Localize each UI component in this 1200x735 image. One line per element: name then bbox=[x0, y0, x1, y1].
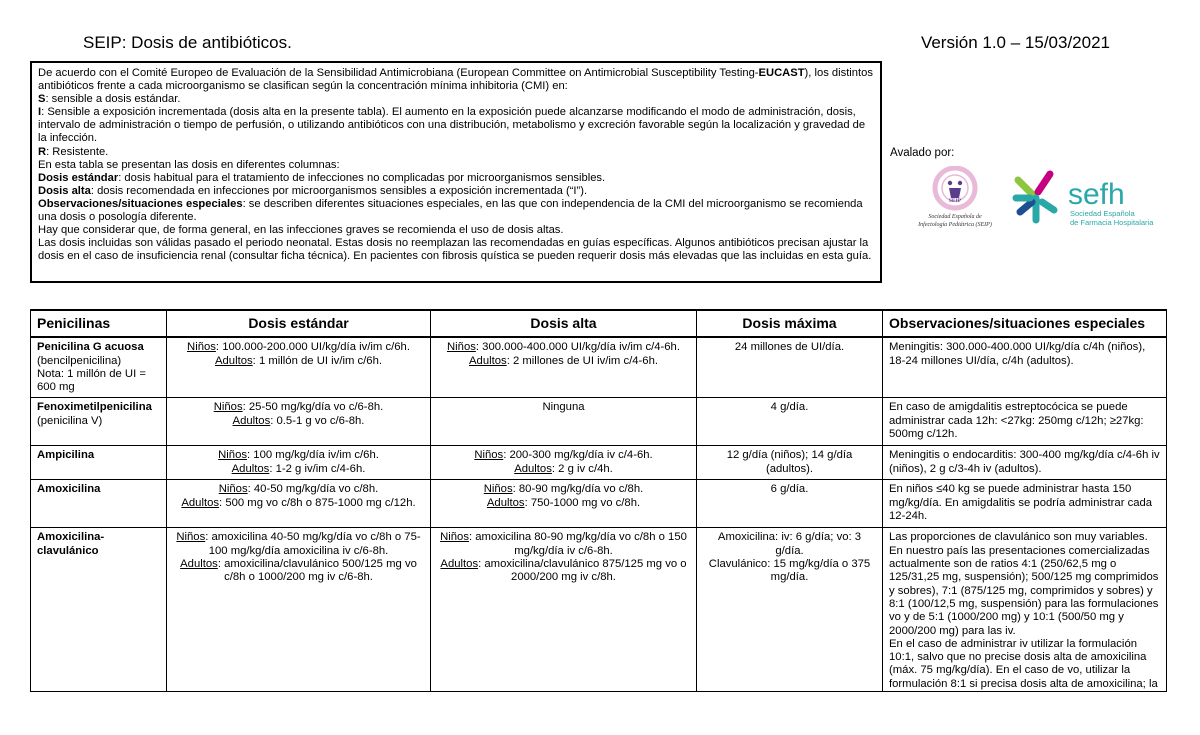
high-dose-cell bbox=[431, 337, 697, 398]
drug-cell bbox=[31, 480, 167, 528]
drug-name: Penicilina G acuosa bbox=[37, 341, 144, 354]
s-text: : sensible a dosis estándar. bbox=[45, 93, 181, 106]
standard-dose-cell bbox=[167, 480, 431, 528]
standard-dose-cell bbox=[167, 337, 431, 398]
document-version: Versión 1.0 – 15/03/2021 bbox=[920, 33, 1110, 52]
seip-name-line-1: Sociedad Española de bbox=[928, 214, 982, 220]
adults-dose: : 1 millón de UI iv/im c/6h. bbox=[252, 354, 383, 367]
standard-dose-cell bbox=[167, 446, 431, 480]
intro-severe-line: Hay que considerar que, de forma general, en las infecciones graves se recomienda el uso de dosis altas. bbox=[38, 224, 564, 237]
sefh-logo bbox=[1010, 166, 1170, 232]
seip-name-line-2: Infectología Pediátrica (SEIP) bbox=[918, 222, 992, 228]
endorsed-by-label: Avalado por: bbox=[890, 147, 955, 159]
drug-cell bbox=[31, 398, 167, 446]
intro-std-line bbox=[38, 172, 874, 185]
intro-s-line bbox=[38, 93, 874, 106]
kids-label: Niños bbox=[447, 341, 476, 354]
adults-dose: : 0.5-1 g vo c/6-8h. bbox=[270, 414, 365, 427]
col-header-penicilinas: Penicilinas bbox=[31, 310, 167, 337]
table-row bbox=[31, 446, 1167, 480]
kids-dose: : 100 mg/kg/día iv/im c/6h. bbox=[247, 449, 379, 462]
kids-label: Niños bbox=[213, 401, 243, 414]
intro-columns-line: En esta tabla se presentan las dosis en diferentes columnas: bbox=[38, 158, 340, 171]
max-dose-cell: 6 g/día. bbox=[697, 480, 883, 528]
adults-label: Adultos bbox=[486, 496, 525, 509]
max-dose-cell: 24 millones de UI/día. bbox=[697, 337, 883, 398]
intro-eucast-paragraph bbox=[38, 67, 874, 93]
sefh-name-line-2: de Farmacia Hospitalaria bbox=[1070, 218, 1154, 227]
adults-label: Adultos bbox=[469, 354, 507, 367]
drug-cell bbox=[31, 446, 167, 480]
max-dose-cell bbox=[697, 528, 883, 692]
adults-dose: : 2 g iv c/4h. bbox=[551, 462, 613, 475]
kids-label: Niños bbox=[440, 531, 469, 544]
obs-text: : se describen diferentes situaciones especiales, en las que con independencia de la CMI del microorganismo se recomienda una dosis o posología diferente. bbox=[38, 197, 863, 224]
high-text: : dosis recomendada en infecciones por microorganismos sensibles a exposición incrementada (“I”). bbox=[90, 184, 588, 197]
adults-label: Adultos bbox=[231, 462, 270, 475]
observations-cell bbox=[883, 528, 1167, 692]
drug-subname: (penicilina V) bbox=[37, 414, 103, 427]
high-label: Dosis alta bbox=[38, 184, 91, 197]
intro-final-line: Las dosis incluidas son válidas pasado el periodo neonatal. Estas dosis no reemplazan las recomendadas en guías específicas. Algunos antibióticos precisan ajustar la dosis en el caso de insuficiencia renal (consultar ficha técnica). En pacientes con fibrosis quística se pueden requerir dosis más elevadas que las incluidas en esta guía. bbox=[38, 237, 872, 263]
adults-label: Adultos bbox=[181, 496, 220, 509]
intro-text: De acuerdo con el Comité Europeo de Evaluación de la Sensibilidad Antimicrobiana (European Committee on Antimicrobial Susceptibility Testing- bbox=[38, 67, 759, 79]
kids-dose: : 25-50 mg/kg/día vo c/6-8h. bbox=[242, 401, 384, 414]
adults-dose: : 500 mg vo c/8h o 875-1000 mg c/12h. bbox=[219, 496, 416, 509]
table-row bbox=[31, 480, 1167, 528]
kids-dose: : 100.000-200.000 UI/kg/día iv/im c/6h. bbox=[215, 341, 410, 354]
col-header-observaciones: Observaciones/situaciones especiales bbox=[883, 310, 1167, 337]
adults-label: Adultos bbox=[180, 558, 218, 571]
high-dose-cell bbox=[431, 480, 697, 528]
observations-cell: En niños ≤40 kg se puede administrar hasta 150 mg/kg/día. En amigdalitis se podría administrar cada 12-24h. bbox=[883, 480, 1167, 528]
sefh-name-line-1: Sociedad Española bbox=[1070, 209, 1135, 218]
max-dose-cell: 4 g/día. bbox=[697, 398, 883, 446]
max-dose-amoxicilina: Amoxicilina: iv: 6 g/día; vo: 3 g/día. bbox=[717, 531, 862, 557]
std-text: : dosis habitual para el tratamiento de infecciones no complicadas por microorganismos sensibles. bbox=[118, 171, 606, 184]
table-row bbox=[31, 528, 1167, 692]
seip-logo bbox=[910, 166, 1000, 234]
intro-box bbox=[30, 61, 882, 283]
drug-subname: (bencilpenicilina) bbox=[37, 354, 122, 367]
kids-dose: : amoxicilina 40-50 mg/kg/día vo c/8h o 75-100 mg/kg/día amoxicilina iv c/6-8h. bbox=[205, 531, 421, 557]
kids-dose: : 80-90 mg/kg/día vo c/8h. bbox=[512, 483, 644, 496]
drug-name: Ampicilina bbox=[37, 449, 95, 462]
intro-obs-line bbox=[38, 198, 874, 224]
kids-label: Niños bbox=[483, 483, 513, 496]
drug-cell bbox=[31, 337, 167, 398]
max-dose-clavulanico: Clavulánico: 15 mg/kg/día o 375 mg/día. bbox=[708, 558, 871, 584]
kids-label: Niños bbox=[176, 531, 206, 544]
eucast-label: EUCAST bbox=[758, 67, 805, 79]
table-header-row bbox=[31, 310, 1167, 337]
high-dose-cell bbox=[431, 528, 697, 692]
kids-label: Niños bbox=[218, 483, 248, 496]
max-dose-cell: 12 g/día (niños); 14 g/día (adultos). bbox=[697, 446, 883, 480]
kids-label: Niños bbox=[187, 341, 216, 354]
observations-paragraph: Las proporciones de clavulánico son muy variables. En nuestro país las presentaciones comercializadas actualmente son de ratios 4:1 (250/62,5 mg o 125/31,25 mg, suspensión); 500/125 mg comprimidos y sobres), 7:1 (875/125 mg, comprimidos y sobres) y 8:1 (100/12,5 mg, suspensión) para las formulaciones vo y de 5:1 (1000/200 mg) y 10:1 (500/50 mg y 2000/200 mg) para las iv. bbox=[889, 531, 1159, 637]
observations-cell: Meningitis o endocarditis: 300-400 mg/kg/día c/4-6h iv (niños), 2 g c/3-4h iv (adultos). bbox=[883, 446, 1167, 480]
kids-dose: : 40-50 mg/kg/día vo c/8h. bbox=[247, 483, 379, 496]
high-dose-cell: Ninguna bbox=[431, 398, 697, 446]
table-row bbox=[31, 398, 1167, 446]
drug-note: Nota: 1 millón de UI = 600 mg bbox=[37, 367, 146, 394]
kids-dose: : amoxicilina 80-90 mg/kg/día vo c/8h o 150 mg/kg/día iv c/6-8h. bbox=[468, 531, 687, 557]
col-header-dosis-maxima: Dosis máxima bbox=[697, 310, 883, 337]
high-dose-cell bbox=[431, 446, 697, 480]
kids-label: Niños bbox=[218, 449, 248, 462]
r-label: R bbox=[38, 145, 47, 158]
drug-name: Fenoximetilpenicilina bbox=[37, 401, 152, 414]
adults-dose: : 750-1000 mg vo c/8h. bbox=[524, 496, 641, 509]
sefh-abbr: sefh bbox=[1068, 178, 1125, 211]
standard-dose-cell bbox=[167, 398, 431, 446]
drug-name: Amoxicilina bbox=[37, 483, 101, 496]
obs-label: Observaciones/situaciones especiales bbox=[38, 197, 243, 210]
observations-cell: En caso de amigdalitis estreptocócica se puede administrar cada 12h: <27kg: 250mg c/12h; ≥27kg: 500mg c/12h. bbox=[883, 398, 1167, 446]
seip-abbr: SEIP bbox=[948, 198, 962, 204]
kids-dose: : 200-300 mg/kg/día iv c/4-6h. bbox=[503, 449, 653, 462]
s-label: S bbox=[38, 93, 46, 106]
document-title: SEIP: Dosis de antibióticos. bbox=[83, 33, 292, 52]
drug-name: Amoxicilina-clavulánico bbox=[37, 531, 105, 557]
observations-paragraph: En el caso de administrar iv utilizar la formulación 10:1, salvo que no precise dosis alta de amoxicilina (máx. 75 mg/kg/día). En el caso de vo, utilizar la formulación 8:1 si precisa dosis alta de amoxicilina; la bbox=[889, 637, 1158, 690]
intro-high-line bbox=[38, 185, 874, 198]
adults-label: Adultos bbox=[214, 354, 253, 367]
i-text: : Sensible a exposición incrementada (dosis alta en la presente tabla). El aumento en la exposición puede alcanzarse modificando el modo de administración, dosis, intervalo de administración o tiempo de perfusión, o utilizando antibióticos con una distribución, metabolismo y excreción favorable según la localización y gravedad de la infección. bbox=[38, 106, 866, 145]
table-row bbox=[31, 337, 1167, 398]
observations-cell: Meningitis: 300.000-400.000 UI/kg/día c/4h (niños), 18-24 millones UI/día, c/4h (adultos). bbox=[883, 337, 1167, 398]
adults-dose: : amoxicilina/clavulánico 875/125 mg vo o 2000/200 mg iv c/8h. bbox=[478, 558, 687, 584]
col-header-dosis-estandar: Dosis estándar bbox=[167, 310, 431, 337]
i-label: I bbox=[38, 106, 42, 119]
std-label: Dosis estándar bbox=[38, 171, 119, 184]
intro-i-line bbox=[38, 106, 874, 145]
adults-dose: : 2 millones de UI iv/im c/4-6h. bbox=[506, 354, 658, 367]
adults-dose: : 1-2 g iv/im c/4-6h. bbox=[269, 462, 366, 475]
standard-dose-cell bbox=[167, 528, 431, 692]
adults-label: Adultos bbox=[232, 414, 271, 427]
r-text: : Resistente. bbox=[46, 145, 109, 158]
adults-label: Adultos bbox=[514, 462, 552, 475]
adults-label: Adultos bbox=[440, 558, 479, 571]
intro-text: ), los distintos antibióticos frente a cada microorganismo se clasifican según la concentración mínima inhibitoria (CMI) en: bbox=[38, 67, 873, 93]
dosage-table bbox=[30, 309, 1167, 692]
drug-cell bbox=[31, 528, 167, 692]
kids-dose: : 300.000-400.000 UI/kg/día iv/im c/4-6h. bbox=[475, 341, 680, 354]
col-header-dosis-alta: Dosis alta bbox=[431, 310, 697, 337]
kids-label: Niños bbox=[474, 449, 504, 462]
adults-dose: : amoxicilina/clavulánico 500/125 mg vo c/8h o 1000/200 mg iv c/6-8h. bbox=[217, 558, 417, 584]
intro-r-line bbox=[38, 146, 874, 159]
